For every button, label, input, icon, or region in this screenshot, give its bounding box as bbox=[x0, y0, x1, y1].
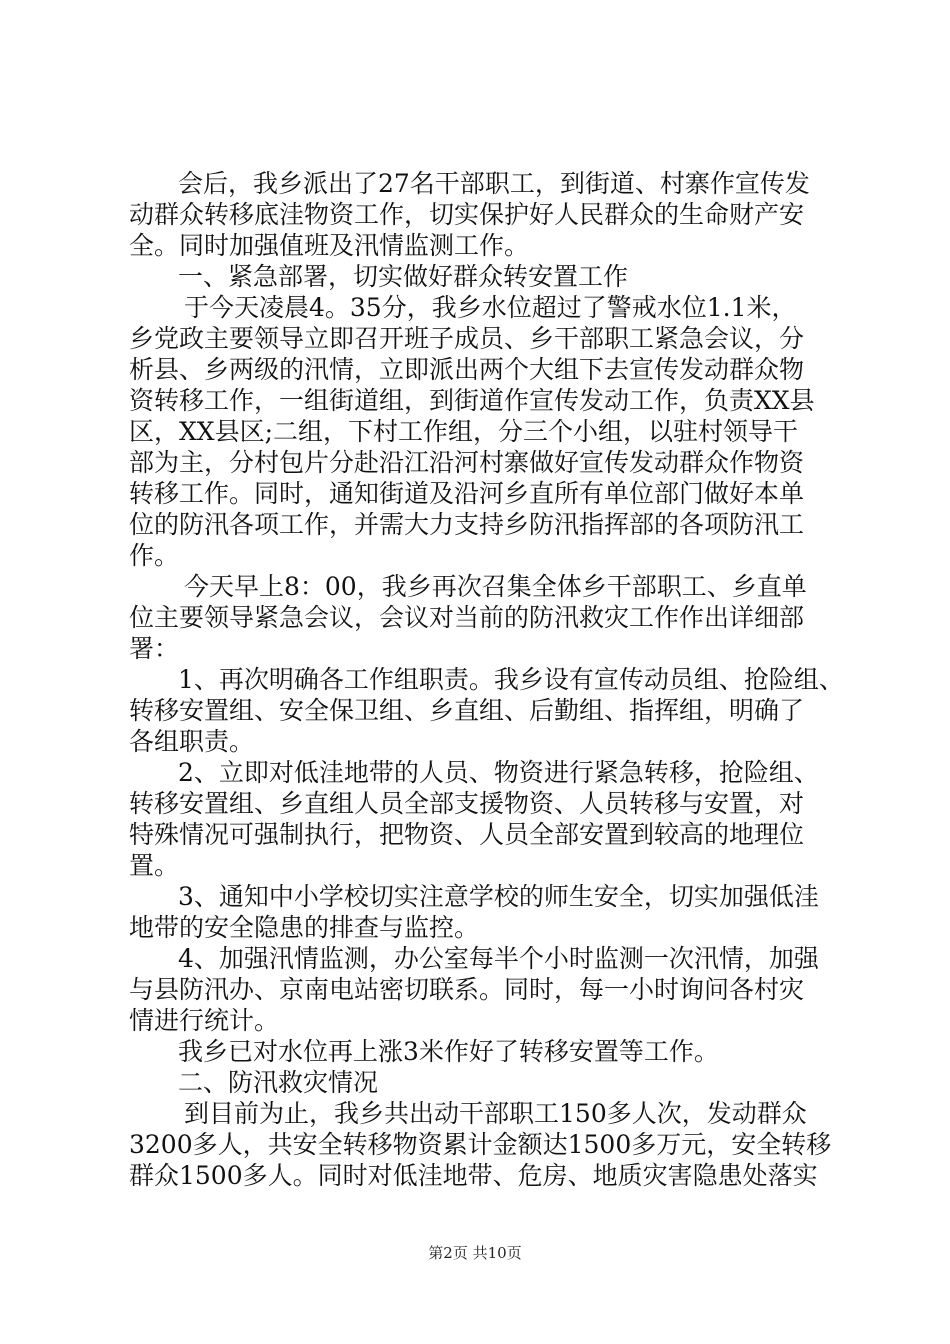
text-line: 于今天凌晨4。35分，我乡水位超过了警戒水位1.1米， bbox=[184, 293, 797, 322]
text-line: 转移安置组、安全保卫组、乡直组、后勤组、指挥组，明确了 bbox=[129, 696, 805, 725]
text-line: 今天早上8：00，我乡再次召集全体乡干部职工、乡直单 bbox=[184, 572, 807, 601]
text-line: 作。 bbox=[129, 541, 180, 570]
text-line: 转移工作。同时，通知街道及沿河乡直所有单位部门做好本单 bbox=[129, 479, 805, 508]
text-line: 地带的安全隐患的排查与监控。 bbox=[129, 913, 480, 942]
text-line: 署： bbox=[129, 634, 180, 663]
text-line: 部为主，分村包片分赴沿江沿河村寨做好宣传发动群众作物资 bbox=[129, 448, 805, 477]
list-item: 3、通知中小学校切实注意学校的师生安全，切实加强低洼 bbox=[178, 882, 819, 911]
text-line: 全。同时加强值班及汛情监测工作。 bbox=[129, 231, 530, 260]
text-line: 动群众转移底洼物资工作，切实保护好人民群众的生命财产安 bbox=[129, 200, 805, 229]
text-line: 与县防汛办、京南电站密切联系。同时，每一小时询问各村灾 bbox=[129, 975, 805, 1004]
text-line: 转移安置组、乡直组人员全部支援物资、人员转移与安置，对 bbox=[129, 789, 805, 818]
text-line: 群众1500多人。同时对低洼地带、危房、地质灾害隐患处落实 bbox=[129, 1161, 818, 1190]
text-line: 位的防汛各项工作，并需大力支持乡防汛指挥部的各项防汛工 bbox=[129, 510, 805, 539]
section-heading: 二、防汛救灾情况 bbox=[178, 1068, 379, 1097]
text-line: 到目前为止，我乡共出动干部职工150多人次，发动群众 bbox=[184, 1099, 807, 1128]
list-item: 2、立即对低洼地带的人员、物资进行紧急转移，抢险组、 bbox=[178, 758, 819, 787]
text-line: 资转移工作，一组街道组，到街道作宣传发动工作，负责XX县 bbox=[129, 386, 815, 415]
list-item: 1、再次明确各工作组职责。我乡设有宣传动员组、抢险组、 bbox=[178, 665, 844, 694]
text-line: 3200多人，共安全转移物资累计金额达1500多万元，安全转移 bbox=[129, 1130, 832, 1159]
text-line: 我乡已对水位再上涨3米作好了转移安置等工作。 bbox=[178, 1037, 719, 1066]
section-heading: 一、紧急部署，切实做好群众转安置工作 bbox=[178, 262, 629, 291]
text-line: 乡党政主要领导立即召开班子成员、乡干部职工紧急会议，分 bbox=[129, 324, 805, 353]
text-line: 情进行统计。 bbox=[129, 1006, 280, 1035]
text-line: 各组职责。 bbox=[129, 727, 255, 756]
text-line: 置。 bbox=[129, 851, 180, 880]
text-line: 位主要领导紧急会议，会议对当前的防汛救灾工作作出详细部 bbox=[129, 603, 805, 632]
text-line: 区，XX县区;二组，下村工作组，分三个小组，以驻村领导干 bbox=[129, 417, 799, 446]
text-line: 析县、乡两级的汛情，立即派出两个大组下去宣传发动群众物 bbox=[129, 355, 805, 384]
text-line: 特殊情况可强制执行，把物资、人员全部安置到较高的地理位 bbox=[129, 820, 805, 849]
list-item: 4、加强汛情监测，办公室每半个小时监测一次汛情，加强 bbox=[178, 944, 819, 973]
page-number-footer: 第2页 共10页 bbox=[428, 1244, 522, 1262]
text-line: 会后，我乡派出了27名干部职工，到街道、村寨作宣传发 bbox=[178, 169, 810, 198]
